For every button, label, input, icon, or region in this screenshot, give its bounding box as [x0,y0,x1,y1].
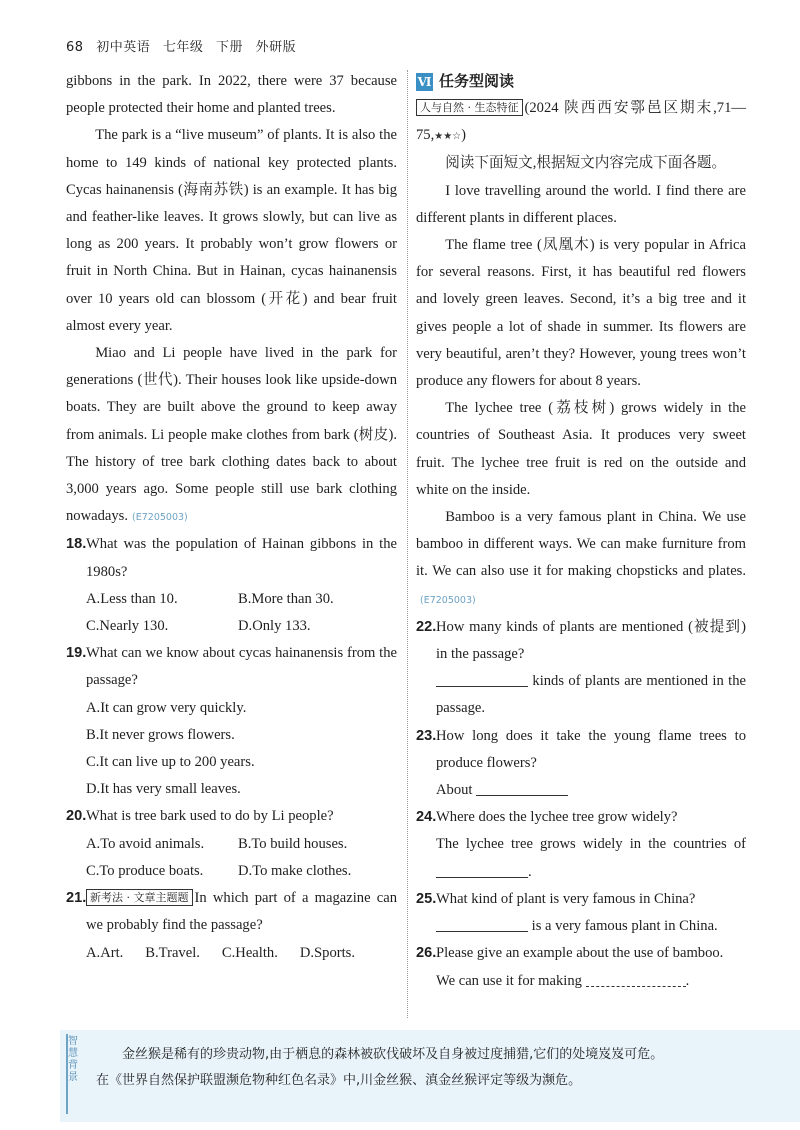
question-text: What was the population of Hainan gibbons in the 1980s? [86,536,397,580]
left-column [66,68,397,967]
question-number: 24. [416,809,437,826]
question-number: 20. [66,808,87,825]
options-row [66,831,397,858]
option-a[interactable]: A.Less than 10. [86,590,178,607]
options-row [66,586,397,613]
question-text: In which part of a magazine can we probably find the passage? [86,890,397,934]
option-a[interactable]: A.To avoid animals. [86,835,205,852]
section-title: 任务型阅读 [439,71,515,90]
passage-continued: gibbons in the park. In 2022, there were 37 because people protected their home and planted trees. [66,73,397,117]
answer-line: is a very famous plant in China. [416,913,746,940]
question-text: How many kinds of plants are mentioned (被提到) in the passage? [436,618,746,663]
instruction: 阅读下面短文,根据短文内容完成下面各题。 [445,155,727,172]
option-d[interactable]: D.To make clothes. [238,862,352,879]
section-heading [416,68,746,95]
option-d[interactable]: D.It has very small leaves. [86,781,241,798]
question-20 [66,803,397,830]
options-row [66,858,397,885]
answer-blank[interactable] [436,861,528,878]
tip-line: 金丝猴是稀有的珍贵动物,由于栖息的森林被砍伐破坏及自身被过度捕猎,它们的处境岌岌可危。 [122,1047,664,1062]
answer-line: kinds of plants are mentioned in the passage. [416,668,746,722]
question-text: What kind of plant is very famous in China? [436,890,696,907]
section-number-badge: Ⅵ [417,74,432,89]
passage-paragraph: Bamboo is a very famous plant in China. We use bamboo in different ways. We can make furniture from it. We can also use it for making chopsticks and plates.(E7205003) [416,509,746,606]
tip-line: 在《世界自然保护联盟濒危物种红色名录》中,川金丝猴、滇金丝猴评定等级为濒危。 [96,1073,582,1088]
question-number: 23. [416,727,437,744]
tip-label: 智慧背景 [68,1036,78,1083]
grade: 七年级 [162,40,204,55]
answer-line: We can use it for making . [416,968,746,995]
option-c[interactable]: C.To produce boats. [86,862,204,879]
answer-line: The lychee tree grows widely in the countries of . [436,836,746,880]
passage-paragraph: The flame tree (凤凰木) is very popular in Africa for several reasons. First, it has beautiful red flowers and lovely green leaves. Second, it’s a big tree and it gives people a lot of shade in summer. Its flowers are very beautiful, aren’t they? However, young trees won’t produce any flowers for about 8 years. [416,237,746,390]
source-line: 人与自然 · 生态特征 (2024 陕西西安鄠邑区期末,71—75,★★☆) [416,100,746,144]
question-number: 21. [66,890,87,907]
question-24 [416,804,746,831]
question-23 [416,723,746,777]
options-row [66,940,397,967]
term: 下册 [216,40,244,55]
option-b[interactable]: B.To build houses. [238,835,348,852]
question-number: 19. [66,645,87,662]
option-d[interactable]: D.Only 133. [238,618,311,635]
item-code: (E7205003) [132,512,188,524]
option-c[interactable]: C.Nearly 130. [86,618,169,635]
theme-tag: 人与自然 · 生态特征 [416,99,523,116]
question-19 [66,640,397,694]
passage-paragraph: Miao and Li people have lived in the park for generations (世代). Their houses look like upside-down boats. They are built above the ground to keep away from animals. Li people make clothes from bark (树皮). The history of tree bark clothing dates back to about 3,000 years ago. Some people still use bark clothing nowadays. (E7205003) [66,345,397,525]
option-b[interactable]: B.It never grows flowers. [86,726,235,743]
series-name: 初中英语 [96,40,151,55]
option-b[interactable]: B.More than 30. [238,590,334,607]
column-divider [407,70,408,1018]
question-25 [416,886,746,913]
passage-paragraph: The park is a “live museum” of plants. It is also the home to 149 kinds of national key protected plants. Cycas hainanensis (海南苏铁) is an example. It has big and feather-like leaves. It grows slowly, but can live as long as 200 years. It probably won’t grow flowers or fruit in North China. But in Hainan, cycas hainanensis over 10 years old can blossom (开花) and bear fruit almost every year. [66,127,397,334]
page-number: 68 [66,40,84,55]
passage-paragraph: I love travelling around the world. I find there are different plants in different places. [416,182,746,226]
option-b[interactable]: B.Travel. [145,944,200,961]
option-c[interactable]: C.It can live up to 200 years. [86,754,255,771]
answer-blank[interactable] [436,915,528,932]
edition: 外研版 [255,40,297,55]
background-tip-box [60,1030,800,1122]
question-number: 22. [416,618,437,635]
question-text: How long does it take the young flame trees to produce flowers? [436,727,746,771]
question-text: What can we know about cycas hainanensis from the passage? [86,645,397,689]
answer-blank[interactable] [476,779,568,796]
option-a[interactable]: A.Art. [86,944,124,961]
passage-paragraph: The lychee tree (荔枝树) grows widely in the countries of Southeast Asia. It produces very sweet fruit. The lychee tree fruit is red on the outside and white on the inside. [416,400,746,498]
page-header [66,36,304,55]
question-type-tag: 新考法 · 文章主题题 [86,889,193,906]
question-26 [416,940,746,967]
option-c[interactable]: C.Health. [221,944,278,961]
question-number: 18. [66,536,87,553]
question-22 [416,614,746,668]
question-text: Where does the lychee tree grow widely? [436,809,678,826]
option-d[interactable]: D.Sports. [299,944,355,961]
difficulty-stars: ★★☆ [434,131,462,143]
question-number: 25. [416,890,437,907]
item-code: (E7205003) [420,594,476,606]
question-text: What is tree bark used to do by Li people? [86,808,334,825]
question-21 [66,885,397,939]
question-text: Please give an example about the use of bamboo. [436,945,724,962]
options-row [66,613,397,640]
option-a[interactable]: A.It can grow very quickly. [86,699,247,716]
answer-blank[interactable] [436,670,528,687]
tip-text [96,1042,786,1094]
answer-line: About [416,777,746,804]
right-column [416,68,746,995]
question-number: 26. [416,945,437,962]
question-18 [66,531,397,585]
answer-blank[interactable] [586,970,686,987]
